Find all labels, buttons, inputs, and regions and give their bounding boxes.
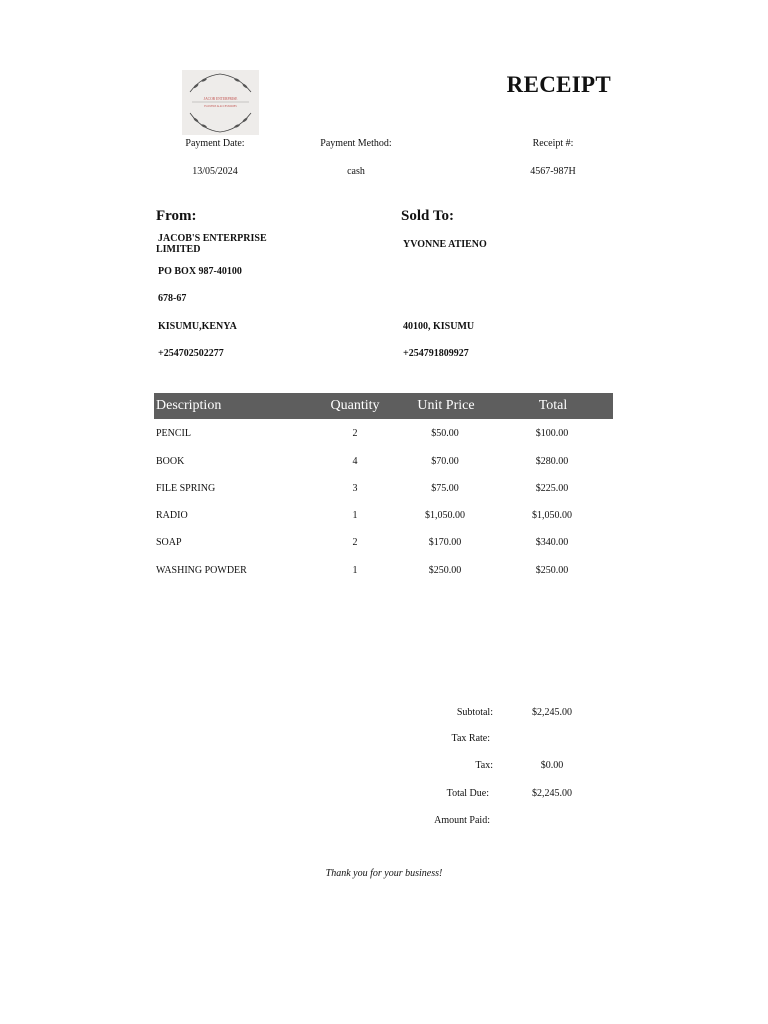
item-quantity: 2 [352,428,358,439]
item-total: $100.00 [535,428,569,439]
item-description: PENCIL [156,428,191,439]
item-quantity: 1 [352,565,358,576]
document-title: RECEIPT [506,72,611,97]
item-description: SOAP [156,537,182,548]
item-total: $340.00 [535,537,569,548]
item-total: $250.00 [535,565,569,576]
item-total: $1,050.00 [532,510,572,521]
tax-rate-label: Tax Rate: [451,733,490,744]
table-row [154,565,613,585]
subtotal-value: $2,245.00 [532,707,572,718]
item-unit-price: $1,050.00 [425,510,465,521]
item-quantity: 4 [352,456,358,467]
from-name: JACOB'S ENTERPRISE LIMITED [156,233,267,255]
payment-date-value: 13/05/2024 [192,166,238,177]
header-total: Total [538,398,568,413]
table-row [154,456,613,476]
logo-tagline: FLOWERS & ACCESSORIES [204,105,237,108]
from-address1: PO BOX 987-40100 [158,266,242,277]
company-logo [182,70,259,135]
amount-paid-label: Amount Paid: [434,815,490,826]
table-row [154,537,613,557]
item-quantity: 3 [352,483,358,494]
thank-you-note: Thank you for your business! [325,868,443,879]
item-description: WASHING POWDER [156,565,247,576]
items-table-header [154,393,613,419]
item-quantity: 1 [352,510,358,521]
header-quantity: Quantity [330,398,380,413]
item-unit-price: $250.00 [428,565,462,576]
item-description: BOOK [156,456,185,467]
item-description: FILE SPRING [156,483,216,494]
tax-value: $0.00 [540,760,564,771]
item-unit-price: $70.00 [431,456,459,467]
table-row [154,483,613,503]
item-description: RADIO [156,510,188,521]
payment-method-label: Payment Method: [320,138,392,149]
sold-to-heading: Sold To: [401,208,454,224]
from-heading: From: [156,208,197,224]
tax-label: Tax: [475,760,493,771]
logo-name: JACOB ENTERPRISE [203,97,238,101]
item-unit-price: $170.00 [428,537,462,548]
from-phone: +254702502277 [158,348,224,359]
sold-to-phone: +254791809927 [403,348,469,359]
receipt-number-label: Receipt #: [532,138,574,149]
item-unit-price: $75.00 [431,483,459,494]
header-unit-price: Unit Price [417,398,475,413]
from-address2: 678-67 [158,293,187,304]
sold-to-name: YVONNE ATIENO [403,239,487,250]
payment-method-value: cash [347,166,365,177]
total-due-value: $2,245.00 [532,788,572,799]
item-quantity: 2 [352,537,358,548]
table-row [154,428,613,448]
item-total: $280.00 [535,456,569,467]
receipt-number-value: 4567-987H [530,166,576,177]
table-row [154,510,613,530]
total-due-label: Total Due: [446,788,489,799]
from-city: KISUMU,KENYA [158,321,237,332]
item-total: $225.00 [535,483,569,494]
payment-date-label: Payment Date: [185,138,245,149]
item-unit-price: $50.00 [431,428,459,439]
subtotal-label: Subtotal: [456,707,493,718]
header-description: Description [156,398,222,413]
sold-to-city: 40100, KISUMU [403,321,475,332]
